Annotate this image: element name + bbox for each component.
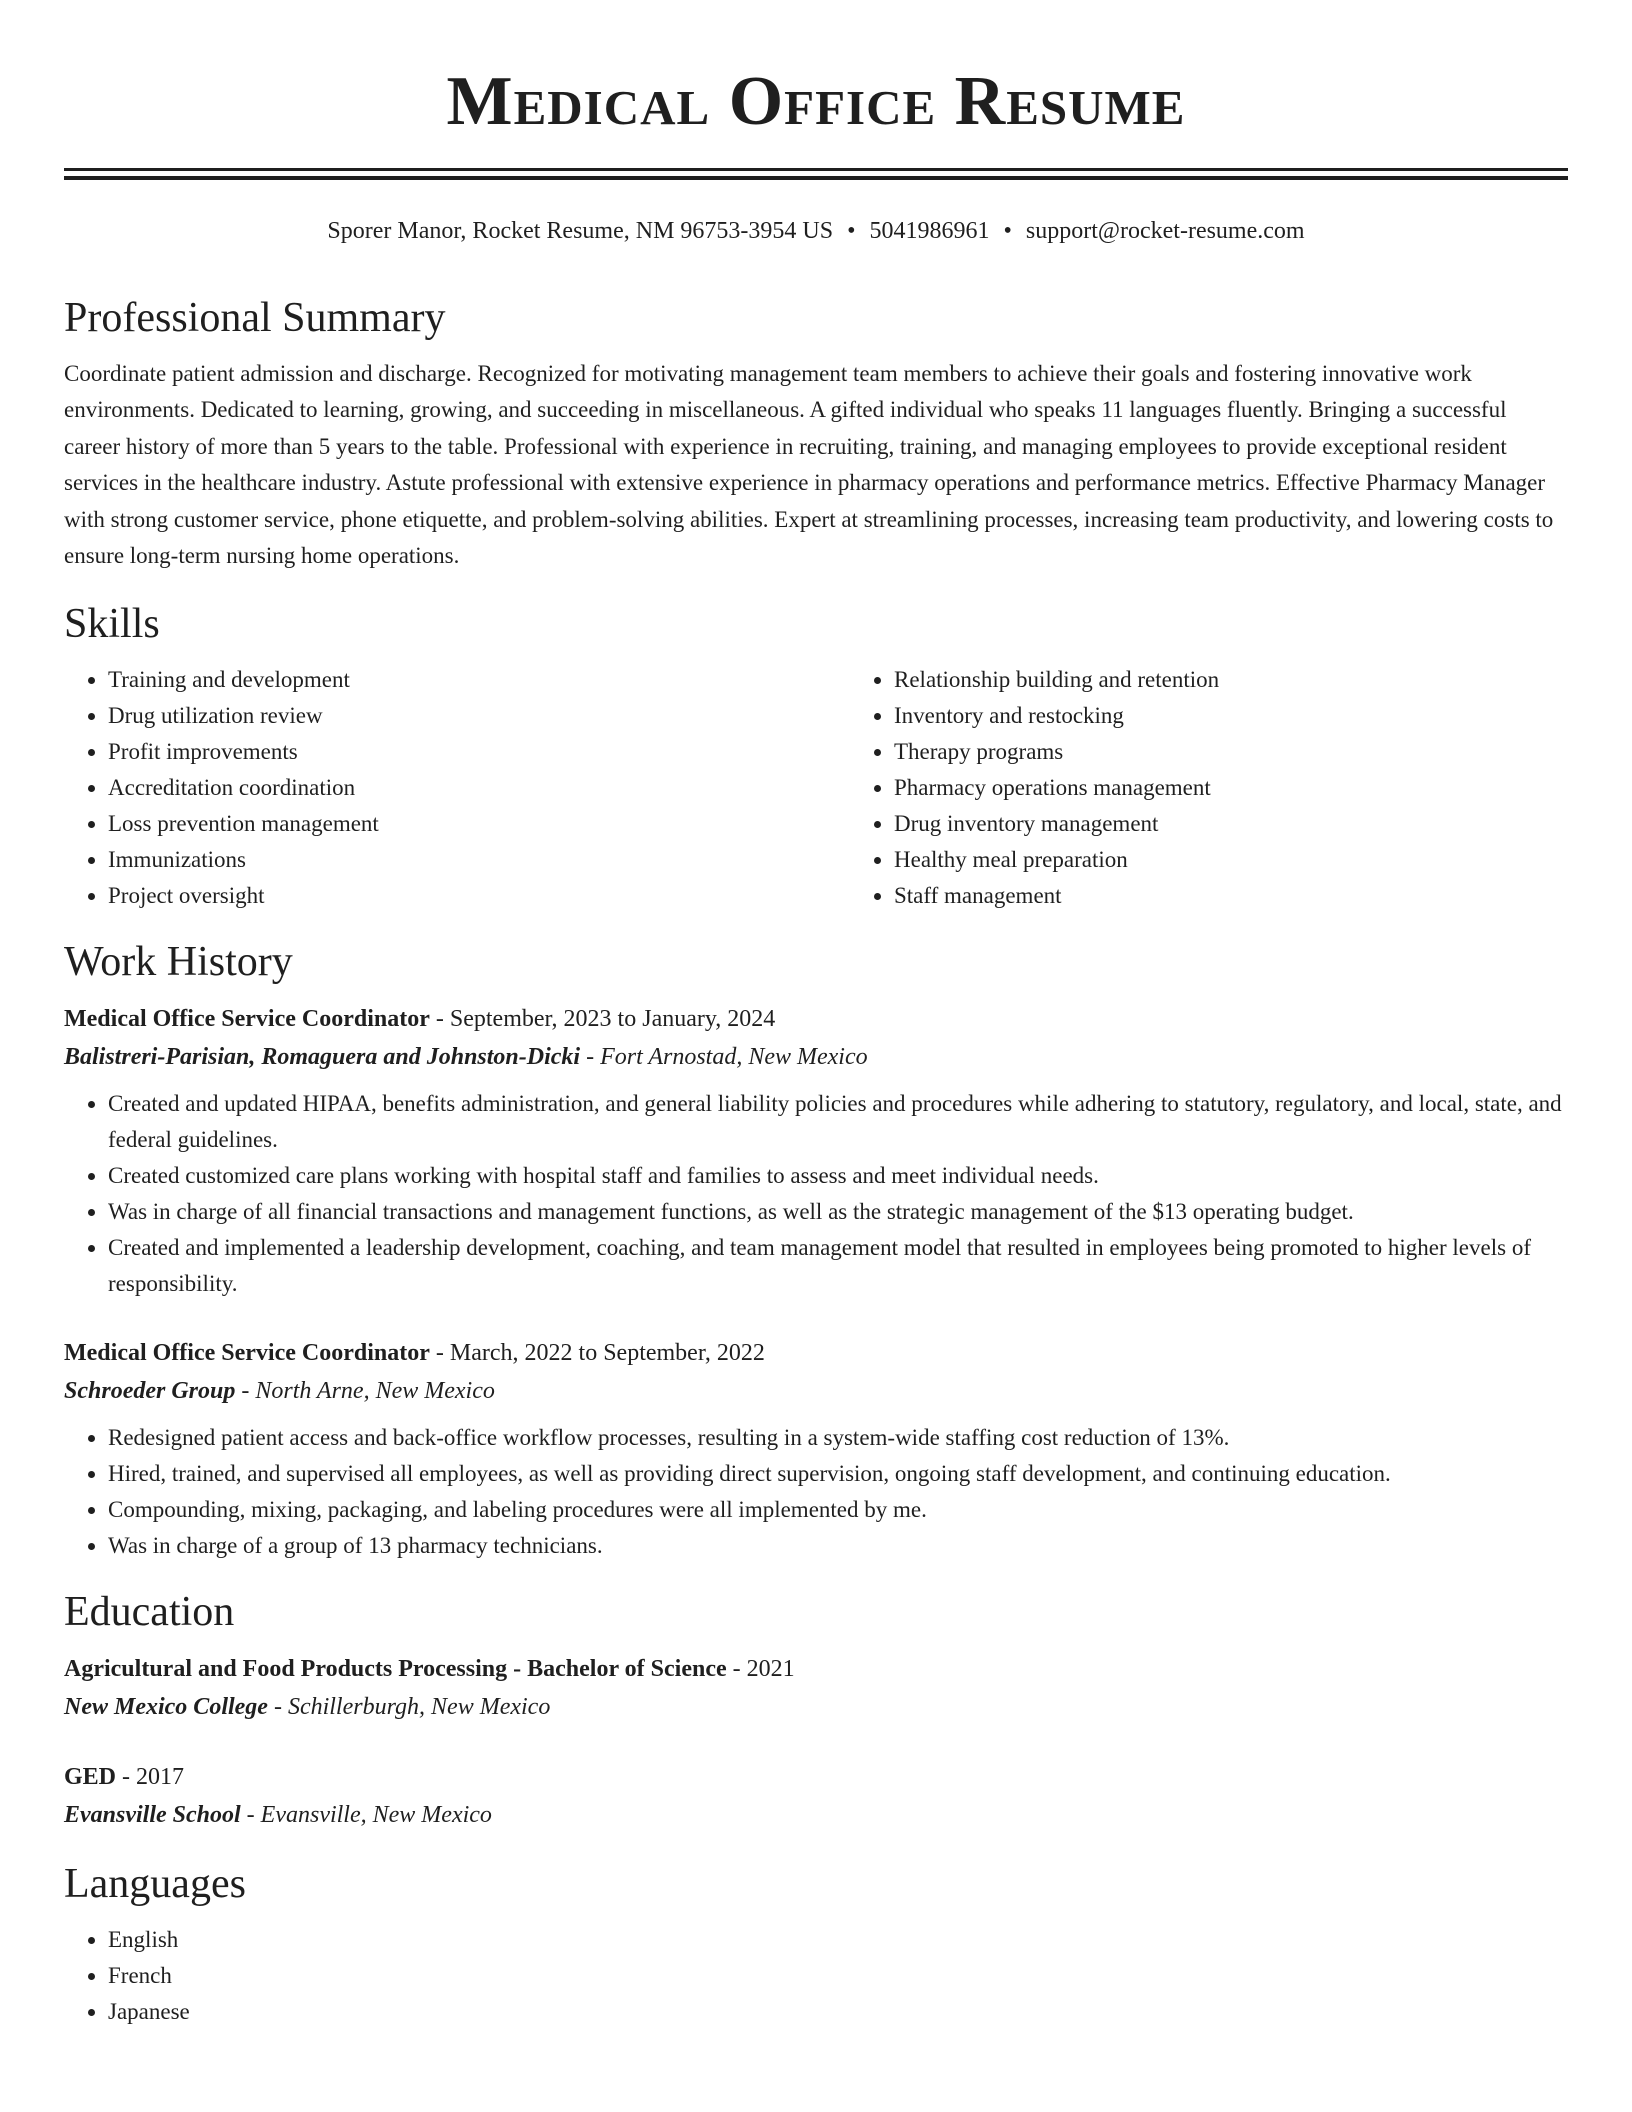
language-item: • English — [108, 1922, 1568, 1958]
resume-title: Medical Office Resume — [446, 63, 1186, 140]
job-bullet: • Was in charge of a group of 13 pharmacy technicians. — [108, 1528, 1568, 1564]
job-dates: - March, 2022 to September, 2022 — [429, 1340, 765, 1367]
work-history-heading: Work History — [64, 939, 293, 986]
skill-item: • Immunizations — [108, 842, 850, 878]
job-bullets — [64, 1086, 1568, 1302]
education-school: New Mexico College — [64, 1694, 268, 1721]
job-employer — [64, 1372, 1568, 1410]
education-header — [64, 1758, 1568, 1796]
job-company: Schroeder Group — [64, 1378, 236, 1405]
education-year: - 2021 — [726, 1656, 795, 1683]
education-location: - Evansville, New Mexico — [240, 1802, 492, 1829]
skill-item: • Loss prevention management — [108, 806, 850, 842]
education-entry — [64, 1650, 1568, 1726]
skill-item: • Profit improvements — [108, 734, 850, 770]
skill-item: • Therapy programs — [894, 734, 1632, 770]
education-school-line — [64, 1796, 1568, 1834]
job-company: Balistreri-Parisian, Romaguera and Johnston-Dicki — [64, 1044, 581, 1071]
languages-list — [64, 1922, 1568, 2030]
job-bullets — [64, 1420, 1568, 1564]
education-heading: Education — [64, 1589, 235, 1636]
title-rule-thick — [64, 168, 1568, 171]
resume-content — [64, 290, 1568, 2030]
skill-item: • Accreditation coordination — [108, 770, 850, 806]
job-location: - North Arne, New Mexico — [235, 1378, 495, 1405]
education-year: - 2017 — [116, 1764, 185, 1791]
education-location: - Schillerburgh, New Mexico — [267, 1694, 551, 1721]
contact-separator: • — [847, 218, 856, 244]
skill-item: • Project oversight — [108, 878, 850, 914]
job-bullet: • Redesigned patient access and back-office workflow processes, resulting in a system-wide staffing cost reduction of 13%. — [108, 1420, 1568, 1456]
language-item: • Japanese — [108, 1994, 1568, 2030]
job-header — [64, 1000, 1568, 1038]
skills-list-right — [850, 662, 1632, 914]
skills-heading: Skills — [64, 601, 160, 648]
education-header — [64, 1650, 1568, 1688]
education-degree: GED — [64, 1764, 117, 1791]
skill-item: • Drug inventory management — [894, 806, 1632, 842]
contact-address: Sporer Manor, Rocket Resume, NM 96753-3954 US — [327, 218, 834, 244]
skill-item: • Relationship building and retention — [894, 662, 1632, 698]
contact-line — [0, 214, 1632, 248]
title-rule-thin — [64, 176, 1568, 180]
skill-item: • Drug utilization review — [108, 698, 850, 734]
education-school: Evansville School — [64, 1802, 241, 1829]
job-bullet: • Created and implemented a leadership development, coaching, and team management model that resulted in employees being promoted to higher levels of responsibility. — [108, 1230, 1568, 1302]
job-employer — [64, 1038, 1568, 1076]
job-entry — [64, 1000, 1568, 1302]
skill-item: • Inventory and restocking — [894, 698, 1632, 734]
skill-item: • Training and development — [108, 662, 850, 698]
education-entry — [64, 1758, 1568, 1834]
job-bullet: • Compounding, mixing, packaging, and labeling procedures were all implemented by me. — [108, 1492, 1568, 1528]
job-header — [64, 1334, 1568, 1372]
contact-phone: 5041986961 — [869, 218, 990, 244]
skill-item: • Staff management — [894, 878, 1632, 914]
job-title: Medical Office Service Coordinator — [64, 1340, 430, 1367]
education-degree: Agricultural and Food Products Processing - Bachelor of Science — [64, 1656, 727, 1683]
language-item: • French — [108, 1958, 1568, 1994]
contact-email: support@rocket-resume.com — [1025, 218, 1305, 244]
education-school-line — [64, 1688, 1568, 1726]
skills-columns — [64, 662, 1568, 914]
skill-item: • Pharmacy operations management — [894, 770, 1632, 806]
skills-list-left — [64, 662, 850, 914]
summary-heading: Professional Summary — [64, 295, 446, 341]
skill-item: • Healthy meal preparation — [894, 842, 1632, 878]
job-location: - Fort Arnostad, New Mexico — [580, 1044, 868, 1071]
summary-text: Coordinate patient admission and discharge. Recognized for motivating management team members to achieve their goals and fostering innovative work environments. Dedicated to learning, growing, and succeeding in miscellaneous. A gifted individual who speaks 11 languages fluently. Bringing a successful career history of more than 5 years to the table. Professional with experience in recruiting, training, and managing employees to provide exceptional resident services in the healthcare industry. Astute professional with extensive experience in pharmacy operations and performance metrics. Effective Pharmacy Manager with strong customer service, phone etiquette, and problem-solving abilities. Expert at streamlining processes, increasing team productivity, and lowering costs to ensure long-term nursing home operations. — [64, 361, 1554, 569]
contact-separator: • — [1003, 218, 1012, 244]
job-bullet: • Created and updated HIPAA, benefits administration, and general liability policies and procedures while adhering to statutory, regulatory, and local, state, and federal guidelines. — [108, 1086, 1568, 1158]
job-entry — [64, 1334, 1568, 1564]
job-title: Medical Office Service Coordinator — [64, 1006, 430, 1033]
languages-heading: Languages — [64, 1861, 246, 1908]
job-bullet: • Hired, trained, and supervised all employees, as well as providing direct supervision, ongoing staff development, and continuing education. — [108, 1456, 1568, 1492]
job-bullet: • Created customized care plans working with hospital staff and families to assess and meet individual needs. — [108, 1158, 1568, 1194]
job-bullet: • Was in charge of all financial transactions and management functions, as well as the strategic management of the $13 operating budget. — [108, 1194, 1568, 1230]
job-dates: - September, 2023 to January, 2024 — [429, 1006, 776, 1033]
